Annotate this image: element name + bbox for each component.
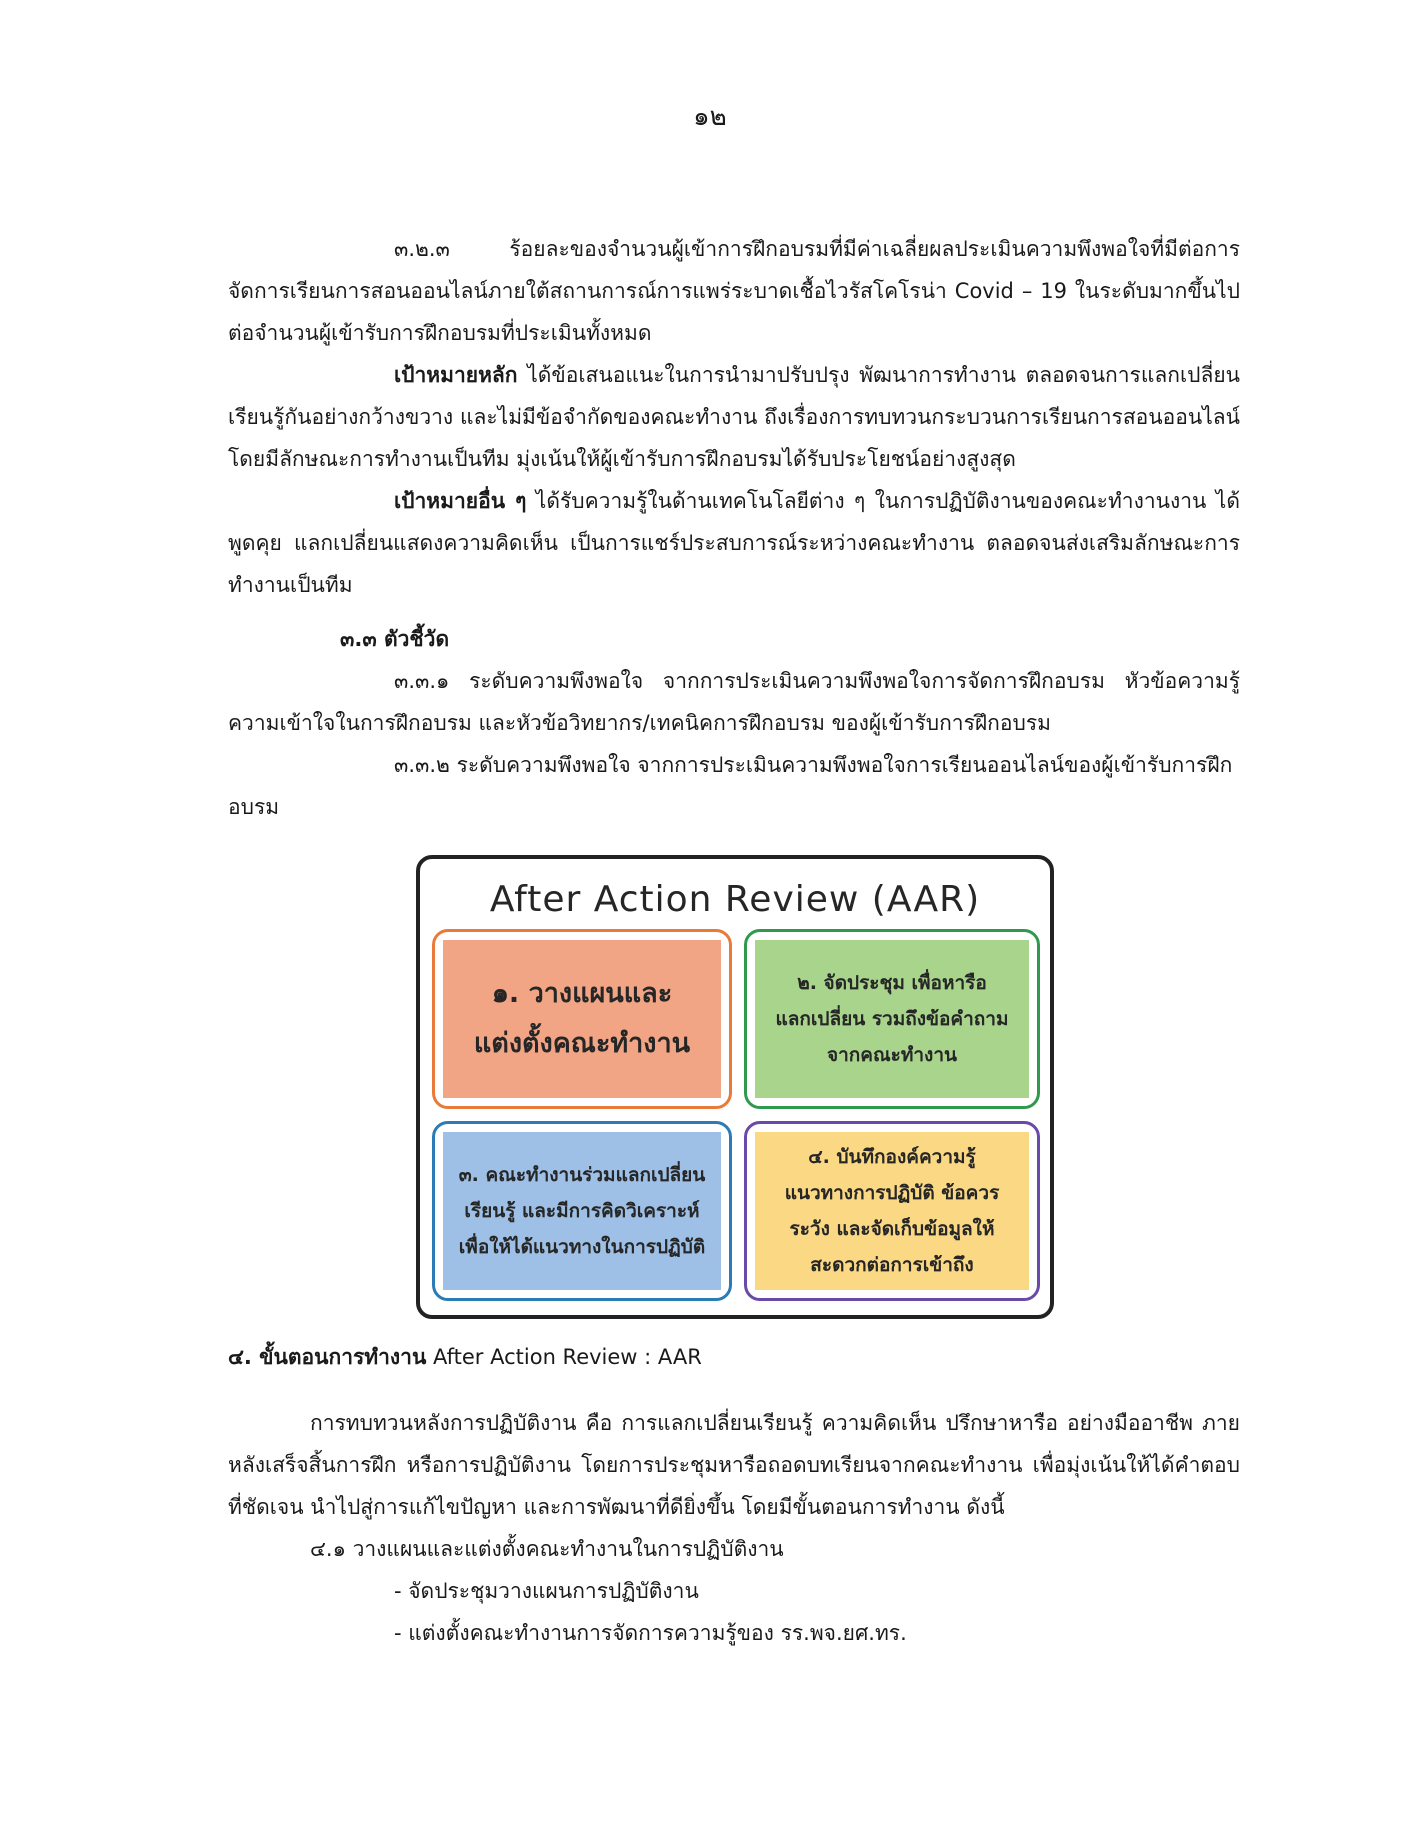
aar-diagram [416,855,1054,1319]
aar-step-1-text: ๑. วางแผนและ แต่งตั้งคณะทำงาน [473,978,691,1059]
sub-heading-4-1: ๔.๑ วางแผนและแต่งตั้งคณะทำงานในการปฏิบัติงาน [310,1537,784,1561]
aar-step-4-text: ๔. บันทึกองค์ความรู้ แนวทางการปฏิบัติ ข้อควร ระวัง และจัดเก็บข้อมูลให้ สะดวกต่อการเข้าถึง [784,1146,1000,1276]
paragraph-3-2-3: ๓.๒.๓ ร้อยละของจำนวนผู้เข้าการฝึกอบรมที่มีค่าเฉลี่ยผลประเมินความพึงพอใจที่มีต่อการจัดการเรียนการสอนออนไลน์ภายใต้สถานการณ์การแพร่ระบาดเชื้อไวรัสโคโรน่า Covid – 19 ในระดับมากขึ้นไป ต่อจำนวนผู้เข้ารับการฝึกอบรมที่ประเมินทั้งหมด [228,237,1240,345]
other-goal-text: ได้รับความรู้ในด้านเทคโนโลยีต่าง ๆ ในการปฏิบัติงานของคณะทำงานงาน ได้พูดคุย แลกเปลี่ยนแสดงความคิดเห็น เป็นการแชร์ประสบการณ์ระหว่างคณะทำงาน ตลอดจนส่งเสริมลักษณะการทำงานเป็นทีม [228,489,1241,597]
section-4-heading-en: After Action Review : AAR [426,1345,702,1369]
aar-step-2-box [744,929,1040,1109]
page-number: ๑๒ [693,102,727,132]
bullet-item: - แต่งตั้งคณะทำงานการจัดการความรู้ของ รร.พจ.ยศ.ทร. [394,1621,907,1645]
aar-step-2-text: ๒. จัดประชุม เพื่อหารือ แลกเปลี่ยน รวมถึงข้อคำถาม จากคณะทำงาน [775,972,1009,1066]
aar-step-3-box [432,1121,732,1301]
paragraph-main-goal [228,354,1240,480]
main-goal-label: เป้าหมายหลัก [394,363,518,387]
body-text [228,228,1240,828]
section-4-heading-th: ๔. ขั้นตอนการทำงาน [228,1345,427,1369]
other-goal-label: เป้าหมายอื่น ๆ [394,489,527,513]
main-goal-text: ได้ข้อเสนอแนะในการนำมาปรับปรุง พัฒนาการทำงาน ตลอดจนการแลกเปลี่ยนเรียนรู้กันอย่างกว้างขวาง และไม่มีข้อจำกัดของคณะทำงาน ถึงเรื่องการทบทวนกระบวนการเรียนการสอนออนไลน์ โดยมีลักษณะการทำงานเป็นทีม มุ่งเน้นให้ผู้เข้ารับการฝึกอบรมได้รับประโยชน์อย่างสูงสุด [228,363,1240,471]
section-4 [228,1336,1240,1654]
heading-3-3: ๓.๓ ตัวชี้วัด [340,627,450,651]
paragraph-other-goal [228,480,1240,606]
aar-step-3-text: ๓. คณะทำงานร่วมแลกเปลี่ยน เรียนรู้ และมีการคิดวิเคราะห์ เพื่อให้ได้แนวทางในการปฏิบัติ [458,1164,706,1258]
aar-step-1-box [432,929,732,1109]
paragraph-3-3-1: ๓.๓.๑ ระดับความพึงพอใจ จากการประเมินความพึงพอใจการจัดการฝึกอบรม หัวข้อความรู้ความเข้าใจในการฝึกอบรม และหัวข้อวิทยากร/เทคนิคการฝึกอบรม ของผู้เข้ารับการฝึกอบรม [228,669,1240,735]
section-4-heading [228,1336,1240,1378]
bullet-item: - จัดประชุมวางแผนการปฏิบัติงาน [394,1579,699,1603]
aar-title: After Action Review (AAR) [489,879,981,920]
paragraph-3-3-2: ๓.๓.๒ ระดับความพึงพอใจ จากการประเมินความพึงพอใจการเรียนออนไลน์ของผู้เข้ารับการฝึกอบรม [228,753,1233,819]
section-4-intro: การทบทวนหลังการปฏิบัติงาน คือ การแลกเปลี่ยนเรียนรู้ ความคิดเห็น ปรึกษาหารือ อย่างมืออาชีพ ภายหลังเสร็จสิ้นการฝึก หรือการปฏิบัติงาน โดยการประชุมหารือถอดบทเรียนจากคณะทำงาน เพื่อมุ่งเน้นให้ได้คำตอบที่ชัดเจน นำไปสู่การแก้ไขปัญหา และการพัฒนาที่ดียิ่งขึ้น โดยมีขั้นตอนการทำงาน ดังนี้ [228,1411,1240,1519]
aar-step-4-box [744,1121,1040,1301]
